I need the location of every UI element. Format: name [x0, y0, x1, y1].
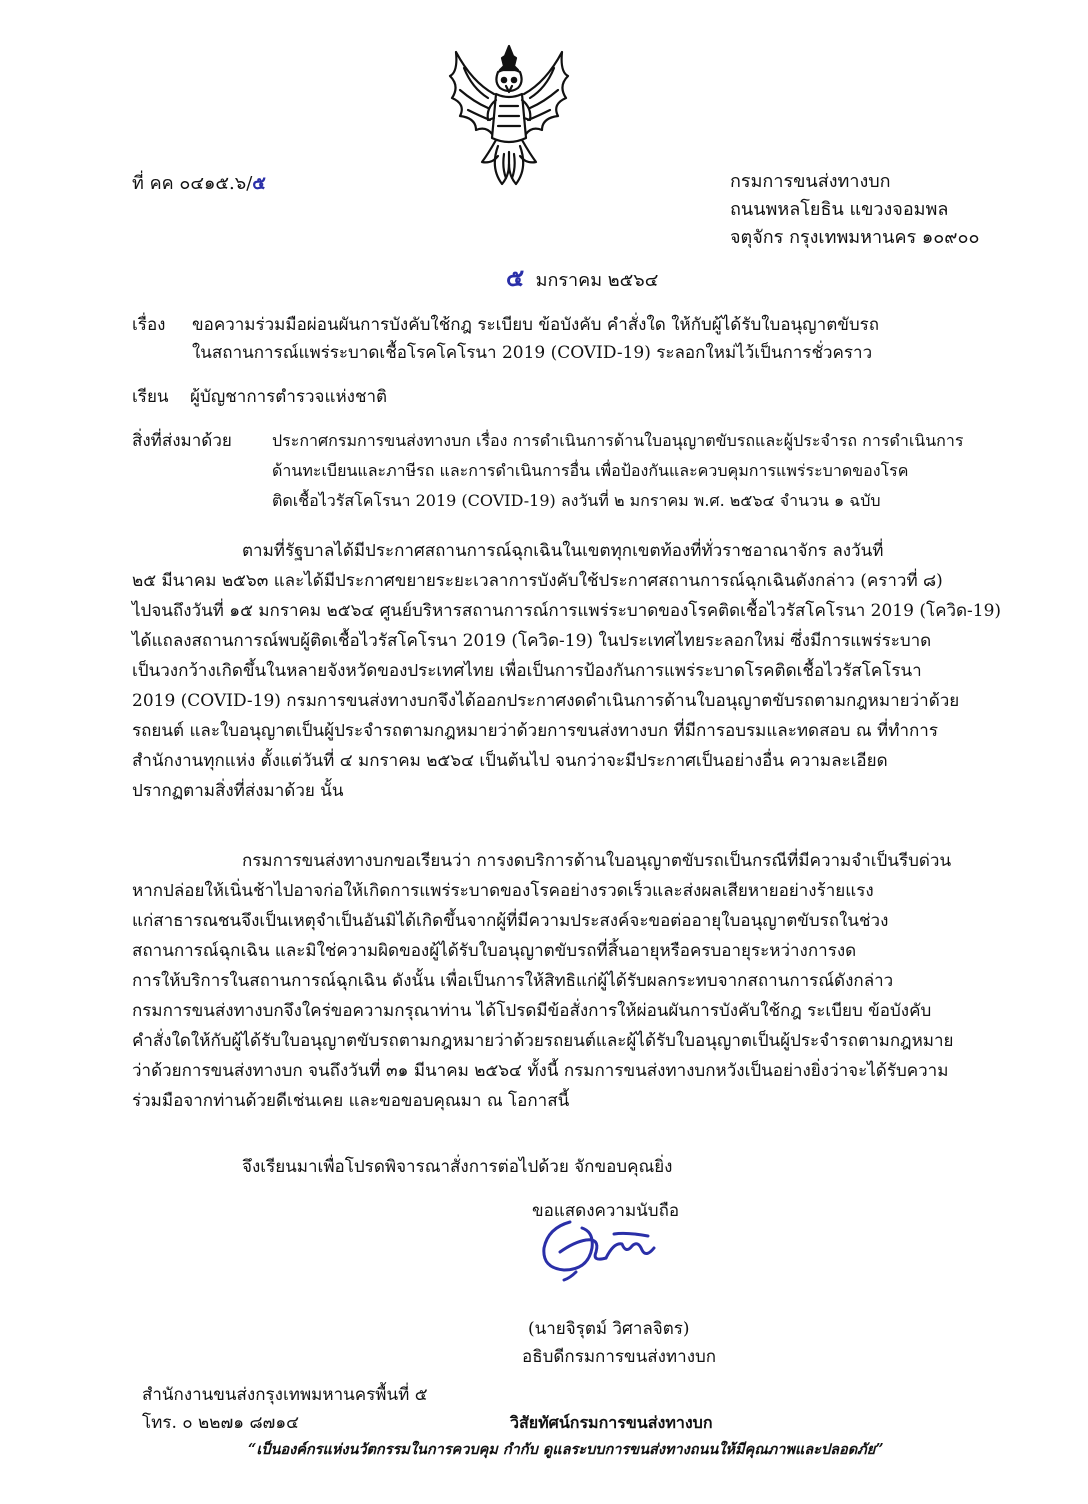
paragraph-line: ปรากฏตามสิ่งที่ส่งมาด้วย นั้น: [132, 781, 344, 801]
footer-office: สำนักงานขนส่งกรุงเทพมหานครพื้นที่ ๕: [142, 1385, 428, 1405]
date-month-year: มกราคม ๒๕๖๔: [535, 270, 659, 291]
paragraph-line: รถยนต์ และใบอนุญาตเป็นผู้ประจำรถตามกฎหมายว่าด้วยการขนส่งทางบก ที่มีการอบรมและทดสอบ ณ ที่ทำการ: [132, 721, 938, 741]
recipient-label: เรียน: [132, 387, 169, 407]
handwritten-signature: [530, 1212, 680, 1284]
signoff-greeting: ขอแสดงความนับถือ: [532, 1201, 680, 1221]
paragraph-line: 2019 (COVID-19) กรมการขนส่งทางบกจึงได้ออกประกาศงดดำเนินการด้านใบอนุญาตขับรถตามกฎหมายว่าด้วย: [132, 691, 960, 711]
subject-line: ขอความร่วมมือผ่อนผันการบังคับใช้กฎ ระเบียบ ข้อบังคับ คำสั่งใด ให้กับผู้ได้รับใบอนุญาตขับรถ: [192, 315, 880, 335]
footer-phone: โทร. ๐ ๒๒๗๑ ๘๗๑๔: [142, 1413, 300, 1433]
paragraph-line: หากปล่อยให้เนิ่นช้าไปอาจก่อให้เกิดการแพร่ระบาดของโรคอย่างรวดเร็วและส่งผลเสียหายอย่างร้ายแรง: [132, 881, 874, 901]
paragraph-line: ร่วมมือจากท่านด้วยดีเช่นเคย และขอขอบคุณมา ณ โอกาสนี้: [132, 1091, 570, 1111]
enclosure-line: ประกาศกรมการขนส่งทางบก เรื่อง การดำเนินการด้านใบอนุญาตขับรถและผู้ประจำรถ การดำเนินการ: [272, 431, 964, 450]
paragraph-line: ว่าด้วยการขนส่งทางบก จนถึงวันที่ ๓๑ มีนาคม ๒๕๖๔ ทั้งนี้ กรมการขนส่งทางบกหวังเป็นอย่างยิ่งว่าจะได้รับความ: [132, 1061, 949, 1081]
enclosure-line: ติดเชื้อไวรัสโคโรนา 2019 (COVID-19) ลงวันที่ ๒ มกราคม พ.ศ. ๒๕๖๔ จำนวน ๑ ฉบับ: [272, 491, 881, 510]
paragraph-line: สถานการณ์ฉุกเฉิน และมิใช่ความผิดของผู้ได้รับใบอนุญาตขับรถที่สิ้นอายุหรือครบอายุระหว่างการงด: [132, 941, 857, 961]
paragraph-line: เป็นวงกว้างเกิดขึ้นในหลายจังหวัดของประเทศไทย เพื่อเป็นการป้องกันการแพร่ระบาดโรคติดเชื้อไวรัสโคโรนา: [132, 661, 922, 681]
sender-line: ถนนพหลโยธิน แขวงจอมพล: [730, 199, 949, 220]
subject-line: ในสถานการณ์แพร่ระบาดเชื้อโรคโคโรนา 2019 (COVID-19) ระลอกใหม่ไว้เป็นการชั่วคราว: [192, 343, 873, 363]
sender-line: จตุจักร กรุงเทพมหานคร ๑๐๙๐๐: [730, 227, 980, 248]
closing-sentence: จึงเรียนมาเพื่อโปรดพิจารณาสั่งการต่อไปด้วย จักขอบคุณยิ่ง: [242, 1157, 673, 1177]
paragraph-line: คำสั่งใดให้กับผู้ได้รับใบอนุญาตขับรถตามกฎหมายว่าด้วยรถยนต์และผู้ได้รับใบอนุญาตเป็นผู้ประจำรถตามกฎหมาย: [132, 1031, 954, 1051]
paragraph-line: ๒๕ มีนาคม ๒๕๖๓ และได้มีประกาศขยายระยะเวลาการบังคับใช้ประกาศสถานการณ์ฉุกเฉินดังกล่าว (คราวที่ ๘): [132, 571, 943, 591]
enclosure-line: ด้านทะเบียนและภาษีรถ และการดำเนินการอื่น เพื่อป้องกันและควบคุมการแพร่ระบาดของโรค: [272, 461, 909, 480]
garuda-emblem: [442, 42, 576, 190]
enclosure-label: สิ่งที่ส่งมาด้วย: [132, 431, 232, 451]
subject-label: เรื่อง: [132, 315, 166, 335]
document-number-prefix: ที่ คค ๐๔๑๕.๖/: [132, 173, 253, 194]
paragraph-line: กรมการขนส่งทางบกจึงใคร่ขอความกรุณาท่าน ได้โปรดมีข้อสั่งการให้ผ่อนผันการบังคับใช้กฎ ระเบียบ ข้อบังคับ: [132, 1001, 932, 1021]
paragraph-line: กรมการขนส่งทางบกขอเรียนว่า การงดบริการด้านใบอนุญาตขับรถเป็นกรณีที่มีความจำเป็นรีบด่วน: [242, 851, 952, 871]
document-date: [506, 263, 659, 293]
footer-vision-text: “เป็นองค์กรแห่งนวัตกรรมในการควบคุม กำกับ ดูแลระบบการขนส่งทางถนนให้มีคุณภาพและปลอดภัย”: [248, 1441, 884, 1458]
paragraph-line: ไปจนถึงวันที่ ๑๕ มกราคม ๒๕๖๔ ศูนย์บริหารสถานการณ์การแพร่ระบาดของโรคติดเชื้อไวรัสโคโรนา 2019 (โควิด-19): [132, 601, 1002, 621]
paragraph-line: แก่สาธารณชนจึงเป็นเหตุจำเป็นอันมิได้เกิดขึ้นจากผู้ที่มีความประสงค์จะขอต่ออายุใบอนุญาตขับรถในช่วง: [132, 911, 889, 931]
recipient-text: ผู้บัญชาการตำรวจแห่งชาติ: [190, 387, 388, 407]
signatory-name: (นายจิรุตม์ วิศาลจิตร): [528, 1319, 690, 1339]
paragraph-line: สำนักงานทุกแห่ง ตั้งแต่วันที่ ๔ มกราคม ๒๕๖๔ เป็นต้นไป จนกว่าจะมีประกาศเป็นอย่างอื่น ความละเอียด: [132, 751, 888, 771]
paragraph-line: การให้บริการในสถานการณ์ฉุกเฉิน ดังนั้น เพื่อเป็นการให้สิทธิแก่ผู้ได้รับผลกระทบจากสถานการณ์ดังกล่าว: [132, 971, 894, 991]
signatory-title: อธิบดีกรมการขนส่งทางบก: [522, 1347, 717, 1367]
date-handwritten: ๕: [506, 263, 525, 292]
footer-vision-label: วิสัยทัศน์กรมการขนส่งทางบก: [510, 1413, 713, 1432]
document-number: [132, 172, 266, 196]
document-number-handwritten: ๕: [252, 173, 266, 194]
paragraph-line: ตามที่รัฐบาลได้มีประกาศสถานการณ์ฉุกเฉินในเขตทุกเขตท้องที่ทั่วราชอาณาจักร ลงวันที่: [242, 541, 884, 561]
paragraph-line: ได้แถลงสถานการณ์พบผู้ติดเชื้อไวรัสโคโรนา 2019 (โควิด-19) ในประเทศไทยระลอกใหม่ ซึ่งมีการแพร่ระบาด: [132, 631, 932, 651]
sender-line: กรมการขนส่งทางบก: [730, 171, 891, 192]
